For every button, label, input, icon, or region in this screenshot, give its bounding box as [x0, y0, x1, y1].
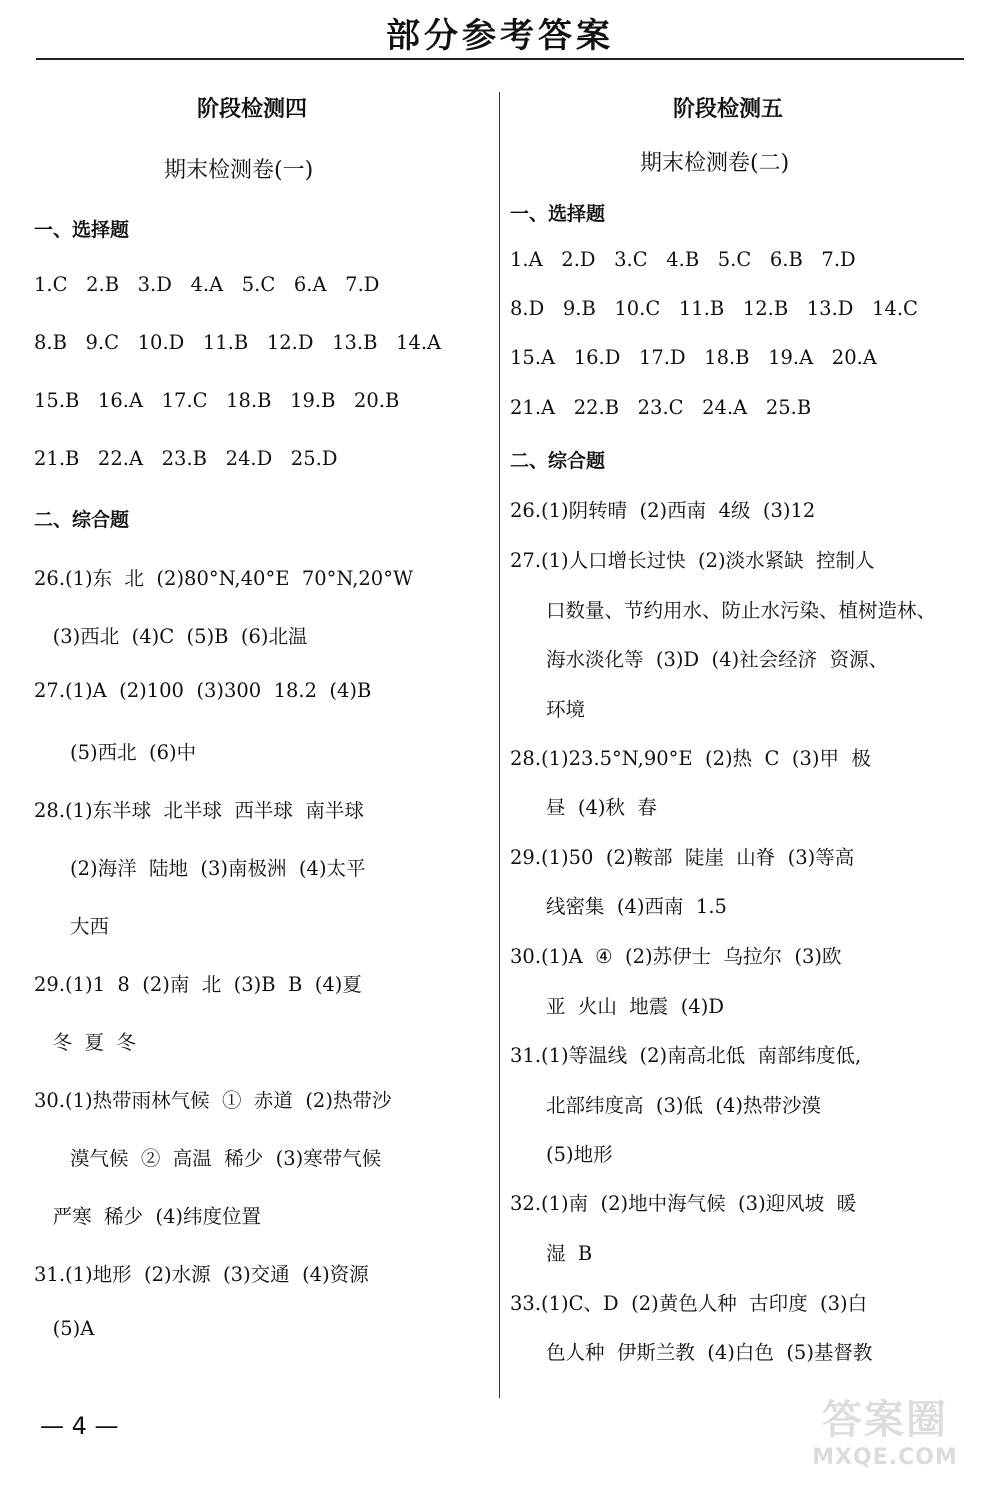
answer-line: 色人种 伊斯兰教 (4)白色 (5)基督教	[546, 1341, 873, 1364]
answer-line: 26.(1)阴转晴 (2)西南 4级 (3)12	[510, 499, 816, 522]
page-number: — 4 —	[40, 1412, 119, 1440]
comprehensive-section-heading: 二、综合题	[34, 509, 130, 531]
column-divider	[499, 92, 500, 1398]
answer-line: (2)海洋 陆地 (3)南极洲 (4)太平	[70, 857, 366, 880]
answer-line: 冬 夏 冬	[34, 1031, 136, 1054]
answer-line: (5)西北 (6)中	[70, 741, 197, 764]
section-title: 阶段检测四	[197, 97, 308, 122]
comprehensive-section-heading: 二、综合题	[510, 450, 606, 472]
answer-line: 口数量、节约用水、防止水污染、植树造林、	[546, 599, 937, 622]
exam-subtitle: 期末检测卷(一)	[164, 158, 314, 183]
exam-subtitle: 期末检测卷(二)	[640, 151, 790, 176]
answer-line: 15.B 16.A 17.C 18.B 19.B 20.B	[34, 389, 400, 412]
answer-line: (5)A	[34, 1317, 95, 1340]
answer-line: 29.(1)1 8 (2)南 北 (3)B B (4)夏	[34, 973, 362, 996]
answer-line: 1.C 2.B 3.D 4.A 5.C 6.A 7.D	[34, 273, 380, 296]
answer-line: 21.A 22.B 23.C 24.A 25.B	[510, 396, 812, 419]
answer-line: 8.D 9.B 10.C 11.B 12.B 13.D 14.C	[510, 297, 918, 320]
answer-line: 北部纬度高 (3)低 (4)热带沙漠	[546, 1094, 822, 1117]
watermark-text: 答案圈	[822, 1397, 948, 1443]
page-title: 部分参考答案	[386, 16, 614, 56]
answer-line: 31.(1)等温线 (2)南高北低 南部纬度低,	[510, 1044, 862, 1067]
answer-line: 27.(1)A (2)100 (3)300 18.2 (4)B	[34, 679, 372, 702]
watermark-site: MXQE.COM	[812, 1445, 958, 1470]
answer-line: (3)西北 (4)C (5)B (6)北温	[34, 625, 308, 648]
answer-line: 29.(1)50 (2)鞍部 陡崖 山脊 (3)等高	[510, 846, 855, 869]
answer-line: 31.(1)地形 (2)水源 (3)交通 (4)资源	[34, 1263, 369, 1286]
answer-line: 1.A 2.D 3.C 4.B 5.C 6.B 7.D	[510, 248, 856, 271]
choice-section-heading: 一、选择题	[510, 203, 606, 225]
answer-line: 30.(1)热带雨林气候 ① 赤道 (2)热带沙	[34, 1089, 392, 1112]
header-divider	[36, 58, 964, 60]
answer-line: 海水淡化等 (3)D (4)社会经济 资源、	[546, 648, 889, 671]
answer-line: 26.(1)东 北 (2)80°N,40°E 70°N,20°W	[34, 567, 414, 590]
answer-line: 湿 B	[546, 1242, 593, 1265]
answer-line: 线密集 (4)西南 1.5	[546, 895, 727, 918]
answer-line: 33.(1)C、D (2)黄色人种 古印度 (3)白	[510, 1292, 868, 1315]
answer-line: 昼 (4)秋 春	[546, 796, 657, 819]
answer-line: 32.(1)南 (2)地中海气候 (3)迎风坡 暖	[510, 1192, 857, 1215]
answer-line: 28.(1)东半球 北半球 西半球 南半球	[34, 799, 364, 822]
answer-line: (5)地形	[546, 1143, 613, 1166]
answer-line: 漠气候 ② 高温 稀少 (3)寒带气候	[70, 1147, 382, 1170]
section-title: 阶段检测五	[673, 97, 784, 122]
answer-line: 环境	[546, 698, 586, 721]
answer-line: 15.A 16.D 17.D 18.B 19.A 20.A	[510, 346, 877, 369]
answer-line: 28.(1)23.5°N,90°E (2)热 C (3)甲 极	[510, 747, 871, 770]
answer-line: 严寒 稀少 (4)纬度位置	[34, 1205, 262, 1228]
answer-line: 亚 火山 地震 (4)D	[546, 995, 724, 1018]
watermark-logo	[800, 1388, 970, 1478]
answer-line: 大西	[70, 915, 110, 938]
answer-line: 30.(1)A ④ (2)苏伊士 乌拉尔 (3)欧	[510, 945, 842, 968]
answer-line: 8.B 9.C 10.D 11.B 12.D 13.B 14.A	[34, 331, 442, 354]
answer-line: 27.(1)人口增长过快 (2)淡水紧缺 控制人	[510, 549, 875, 572]
choice-section-heading: 一、选择题	[34, 219, 130, 241]
answer-line: 21.B 22.A 23.B 24.D 25.D	[34, 447, 338, 470]
